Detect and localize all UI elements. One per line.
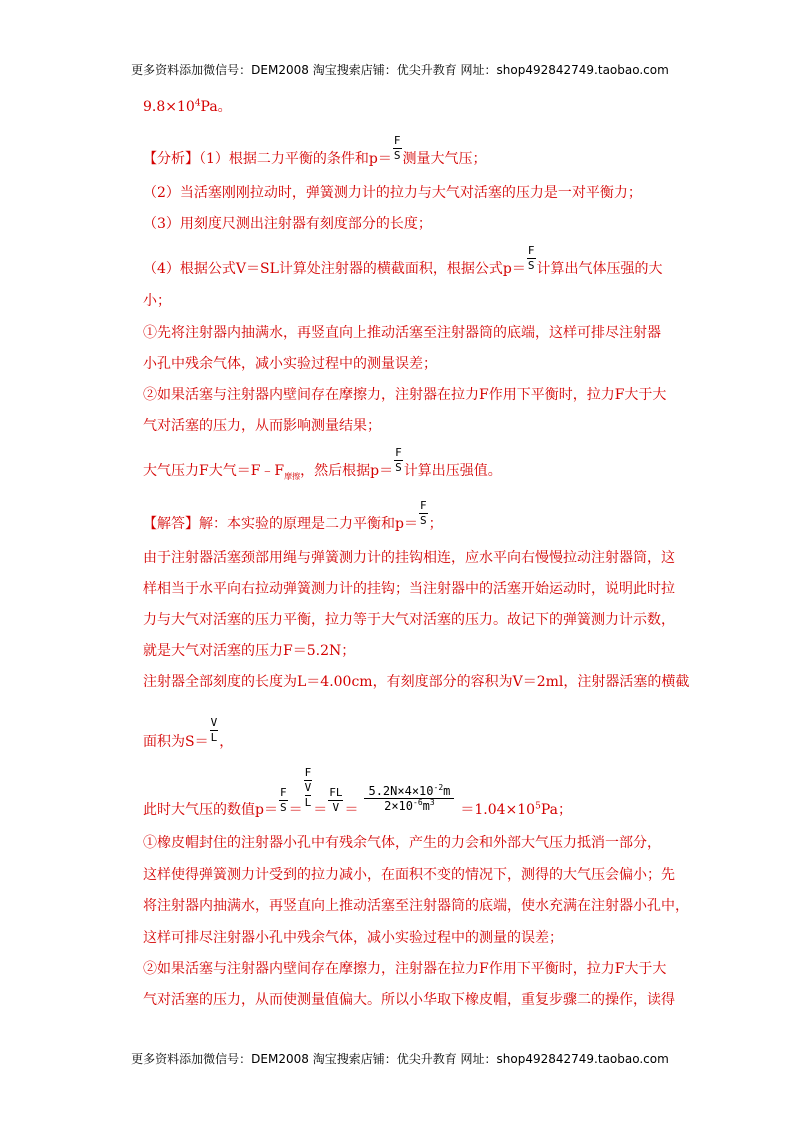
line-analysis-10	[143, 445, 502, 481]
header-text: 更多资料添加微信号：DEM2008 淘宝搜索店铺：优尖升教育 网址：shop492842749.taobao.com	[131, 63, 669, 77]
analysis-heading: 【分析】（1）根据二力平衡的条件和p＝	[143, 151, 392, 167]
text-segment: （2）当活塞刚刚拉动时，弹簧测力计的拉力与大气对活塞的压力是一对平衡力；	[143, 185, 642, 201]
equals-sign: ＝	[288, 802, 303, 818]
text-segment: （4）根据公式V＝SL计算处注射器的横截面积，根据公式p＝	[143, 261, 526, 277]
answer-heading: 【解答】解：本实验的原理是二力平衡和p＝	[143, 516, 418, 532]
exponent: -6	[413, 797, 423, 807]
fraction-denominator: S	[279, 800, 287, 814]
line-analysis-6	[143, 324, 661, 342]
text-segment: 力与大气对活塞的压力平衡，拉力等于大气对活塞的压力。故记下的弹簧测力计示数，	[143, 612, 675, 628]
fraction-denominator	[364, 799, 454, 813]
line-answer-14	[143, 991, 675, 1009]
fraction-denominator	[304, 781, 313, 810]
inner-fraction	[305, 781, 312, 810]
exponent: 5	[535, 801, 541, 812]
line-answer-9	[143, 834, 661, 852]
fraction-numerator: F	[395, 445, 402, 459]
fraction-numerator: F	[393, 133, 401, 147]
fraction-numerator	[364, 784, 454, 799]
inner-numerator: V	[304, 781, 312, 794]
text-segment: 小孔中残余气体，减小实验过程中的测量误差；	[143, 356, 437, 372]
fraction-denominator: L	[210, 730, 218, 744]
line-answer-12	[143, 929, 563, 947]
result-unit: Pa。	[200, 99, 232, 115]
text-segment: ②如果活塞与注射器内壁间存在摩擦力，注射器在拉力F作用下平衡时，拉力F大于大	[143, 387, 667, 403]
text-segment: 气对活塞的压力，从而影响测量结果；	[143, 418, 381, 434]
fraction-numerator: V	[210, 715, 218, 729]
line-answer-5	[143, 642, 355, 660]
text-segment: ①橡皮帽封住的注射器小孔中有残余气体，产生的力会和外部大气压力抵消一部分，	[143, 835, 661, 851]
fraction-f-over-s	[527, 244, 536, 273]
text-segment: 计算出压强值。	[403, 463, 502, 479]
subscript-friction: 摩擦	[284, 471, 301, 481]
exponent: -2	[433, 782, 444, 792]
text-segment: 大气压力F大气＝F﹣F	[143, 463, 285, 479]
text-segment: 这样使得弹簧测力计受到的拉力减小，在面积不变的情况下，测得的大气压会偏小；先	[143, 867, 675, 883]
text-segment: ；	[428, 516, 443, 532]
fraction-f-over-s	[393, 134, 402, 163]
fraction-numerator: F	[527, 243, 535, 257]
line-answer-7	[143, 715, 234, 751]
fraction-numerator: F	[304, 766, 312, 779]
line-analysis-2	[143, 184, 642, 202]
text-segment: 测量大气压；	[402, 151, 487, 167]
fraction-f-over-v-over-l	[304, 766, 313, 810]
line-answer-2	[143, 549, 675, 567]
line-answer-6	[143, 673, 689, 691]
text-segment: m	[422, 798, 430, 813]
fraction-numerator: F	[279, 785, 287, 799]
fraction-denominator: S	[527, 258, 535, 272]
fraction-denominator: V	[332, 800, 340, 814]
fraction-numerator: FL	[329, 785, 343, 799]
fraction-numerator: F	[419, 498, 427, 512]
line-answer-4	[143, 611, 675, 629]
text-segment: 将注射器内抽满水，再竖直向上推动活塞至注射器筒的底端，使水充满在注射器小孔中，	[143, 898, 689, 914]
text-segment: （3）用刻度尺测出注射器有刻度部分的长度；	[143, 216, 432, 232]
text-segment: 此时大气压的数值p＝	[143, 802, 278, 818]
text-segment: 气对活塞的压力，从而使测量值偏大。所以小华取下橡皮帽，重复步骤二的操作，读得	[143, 992, 675, 1008]
line-analysis-4	[143, 243, 663, 278]
text-segment: 计算出气体压强的大	[536, 261, 663, 277]
line-answer-3	[143, 580, 675, 598]
line-analysis-5	[143, 292, 171, 310]
line-analysis-7	[143, 355, 437, 373]
text-segment: 5.2N×4×10	[368, 783, 434, 798]
inner-denominator: L	[304, 796, 312, 809]
line-result	[143, 98, 232, 116]
line-analysis-3	[143, 215, 432, 233]
fraction-fl-over-v	[328, 786, 343, 815]
text-segment: ②如果活塞与注射器内壁间存在摩擦力，注射器在拉力F作用下平衡时，拉力F大于大	[143, 961, 667, 977]
line-answer-13	[143, 960, 666, 978]
text-segment: ，然后根据p＝	[300, 463, 394, 479]
text-segment: 面积为S＝	[143, 734, 209, 750]
line-answer-11	[143, 897, 689, 915]
text-segment: 注射器全部刻度的长度为L＝4.00cm，有刻度部分的容积为V＝2ml，注射器活塞的横截	[143, 674, 690, 690]
text-segment: 就是大气对活塞的压力F＝5.2N；	[143, 643, 356, 659]
line-analysis-9	[143, 417, 381, 435]
line-analysis-8	[143, 386, 666, 404]
text-segment: m	[443, 783, 451, 798]
text-segment: 2×10	[384, 798, 414, 813]
line-answer-10	[143, 866, 675, 884]
text-segment: ，	[219, 734, 234, 750]
text-segment: 这样可排尽注射器小孔中残余气体，减小实验过程中的测量的误差；	[143, 930, 563, 946]
equals-sign: ＝	[344, 802, 359, 818]
text-segment: 样相当于水平向右拉动弹簧测力计的挂钩；当注射器中的活塞开始运动时，说明此时拉	[143, 581, 675, 597]
result-value: 9.8×10	[143, 99, 195, 115]
fraction-numeric	[364, 784, 454, 813]
equals-sign: ＝	[313, 802, 328, 818]
fraction-denominator: S	[419, 513, 427, 527]
page-footer	[0, 1050, 800, 1067]
line-analysis-1	[143, 133, 487, 168]
fraction-f-over-s	[419, 499, 428, 528]
fraction-denominator: S	[393, 148, 401, 162]
text-segment: ＝1.04×10	[460, 802, 536, 818]
footer-text: 更多资料添加微信号：DEM2008 淘宝搜索店铺：优尖升教育 网址：shop492842749.taobao.com	[131, 1052, 669, 1066]
fraction-denominator: S	[395, 460, 402, 474]
result-exponent: 4	[194, 98, 201, 109]
fraction-f-over-s	[394, 446, 403, 475]
text-segment: ①先将注射器内抽满水，再竖直向上推动活塞至注射器筒的底端，这样可排尽注射器	[143, 325, 661, 341]
page-header	[0, 61, 800, 78]
fraction-v-over-l	[210, 716, 219, 745]
text-segment: Pa；	[540, 802, 572, 818]
text-segment: 由于注射器活塞颈部用绳与弹簧测力计的挂钩相连，应水平向右慢慢拉动注射器筒，这	[143, 550, 675, 566]
line-answer-1	[143, 498, 443, 533]
exponent: 3	[429, 797, 435, 807]
text-segment: 小；	[143, 293, 171, 309]
fraction-f-over-s	[279, 786, 288, 815]
